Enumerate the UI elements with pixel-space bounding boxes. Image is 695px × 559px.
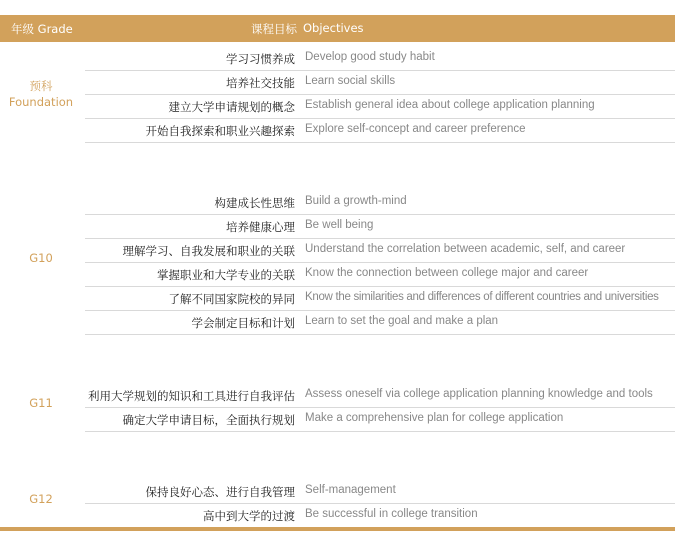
table-row bbox=[85, 94, 675, 119]
objective-en: Build a growth-mind bbox=[305, 195, 407, 207]
grade-label-en: Foundation bbox=[8, 95, 74, 109]
table-row bbox=[85, 118, 675, 143]
objective-en: Self-management bbox=[305, 484, 396, 496]
grade-label bbox=[0, 250, 82, 266]
objectives-column-header-zh: 课程目标 bbox=[251, 22, 297, 36]
objective-en: Develop good study habit bbox=[305, 51, 435, 63]
table-row bbox=[85, 407, 675, 432]
objective-en: Learn social skills bbox=[305, 75, 396, 87]
table-row bbox=[85, 214, 675, 239]
table-row bbox=[85, 238, 675, 263]
objective-zh: 高中到大学的过渡 bbox=[203, 509, 295, 523]
objective-zh: 利用大学规划的知识和工具进行自我评估 bbox=[88, 389, 295, 403]
grade-label-text: G11 bbox=[29, 396, 53, 410]
objective-en: Know the similarities and differences of different countries and universities bbox=[305, 291, 659, 303]
table-header bbox=[0, 15, 675, 42]
objective-en: Be successful in college transition bbox=[305, 508, 478, 520]
grade-label bbox=[0, 395, 82, 411]
objective-en: Make a comprehensive plan for college application bbox=[305, 412, 564, 424]
table-row bbox=[85, 262, 675, 287]
objective-zh: 学会制定目标和计划 bbox=[191, 316, 295, 330]
grade-column-header: 年级 Grade bbox=[11, 22, 73, 36]
objective-en: Explore self-concept and career preference bbox=[305, 123, 526, 135]
grade-label bbox=[0, 491, 82, 507]
objective-zh: 学习习惯养成 bbox=[226, 52, 295, 66]
table-row bbox=[85, 70, 675, 95]
objective-zh: 了解不同国家院校的异同 bbox=[168, 292, 295, 306]
table-row bbox=[85, 46, 675, 71]
objective-zh: 理解学习、自我发展和职业的关联 bbox=[122, 244, 295, 258]
objective-en: Assess oneself via college application planning knowledge and tools bbox=[305, 388, 653, 400]
objective-en: Understand the correlation between academic, self, and career bbox=[305, 243, 626, 255]
table-bottom-rule bbox=[0, 527, 675, 531]
objective-zh: 掌握职业和大学专业的关联 bbox=[157, 268, 295, 282]
objective-zh: 保持良好心态、进行自我管理 bbox=[145, 485, 295, 499]
table-row bbox=[85, 479, 675, 504]
objective-en: Establish general idea about college application planning bbox=[305, 99, 595, 111]
table-row bbox=[85, 286, 675, 311]
objective-zh: 建立大学申请规划的概念 bbox=[168, 100, 295, 114]
objective-zh: 确定大学申请目标，全面执行规划 bbox=[122, 413, 295, 427]
objective-zh: 培养健康心理 bbox=[226, 220, 295, 234]
objectives-column-header-en: Objectives bbox=[303, 21, 364, 35]
objective-zh: 构建成长性思维 bbox=[214, 196, 295, 210]
grade-label-text: G10 bbox=[29, 251, 53, 265]
grade-label-zh: 预科 bbox=[29, 79, 53, 93]
table-row bbox=[85, 383, 675, 408]
objective-zh: 培养社交技能 bbox=[226, 76, 295, 90]
table-row bbox=[85, 190, 675, 215]
table-row bbox=[85, 503, 675, 527]
grade-label-text: G12 bbox=[29, 492, 53, 506]
grade-label bbox=[0, 78, 82, 110]
objective-zh: 开始自我探索和职业兴趣探索 bbox=[145, 124, 295, 138]
objective-en: Learn to set the goal and make a plan bbox=[305, 315, 499, 327]
table-row bbox=[85, 310, 675, 335]
objective-en: Be well being bbox=[305, 219, 374, 231]
objective-en: Know the connection between college major and career bbox=[305, 267, 589, 279]
